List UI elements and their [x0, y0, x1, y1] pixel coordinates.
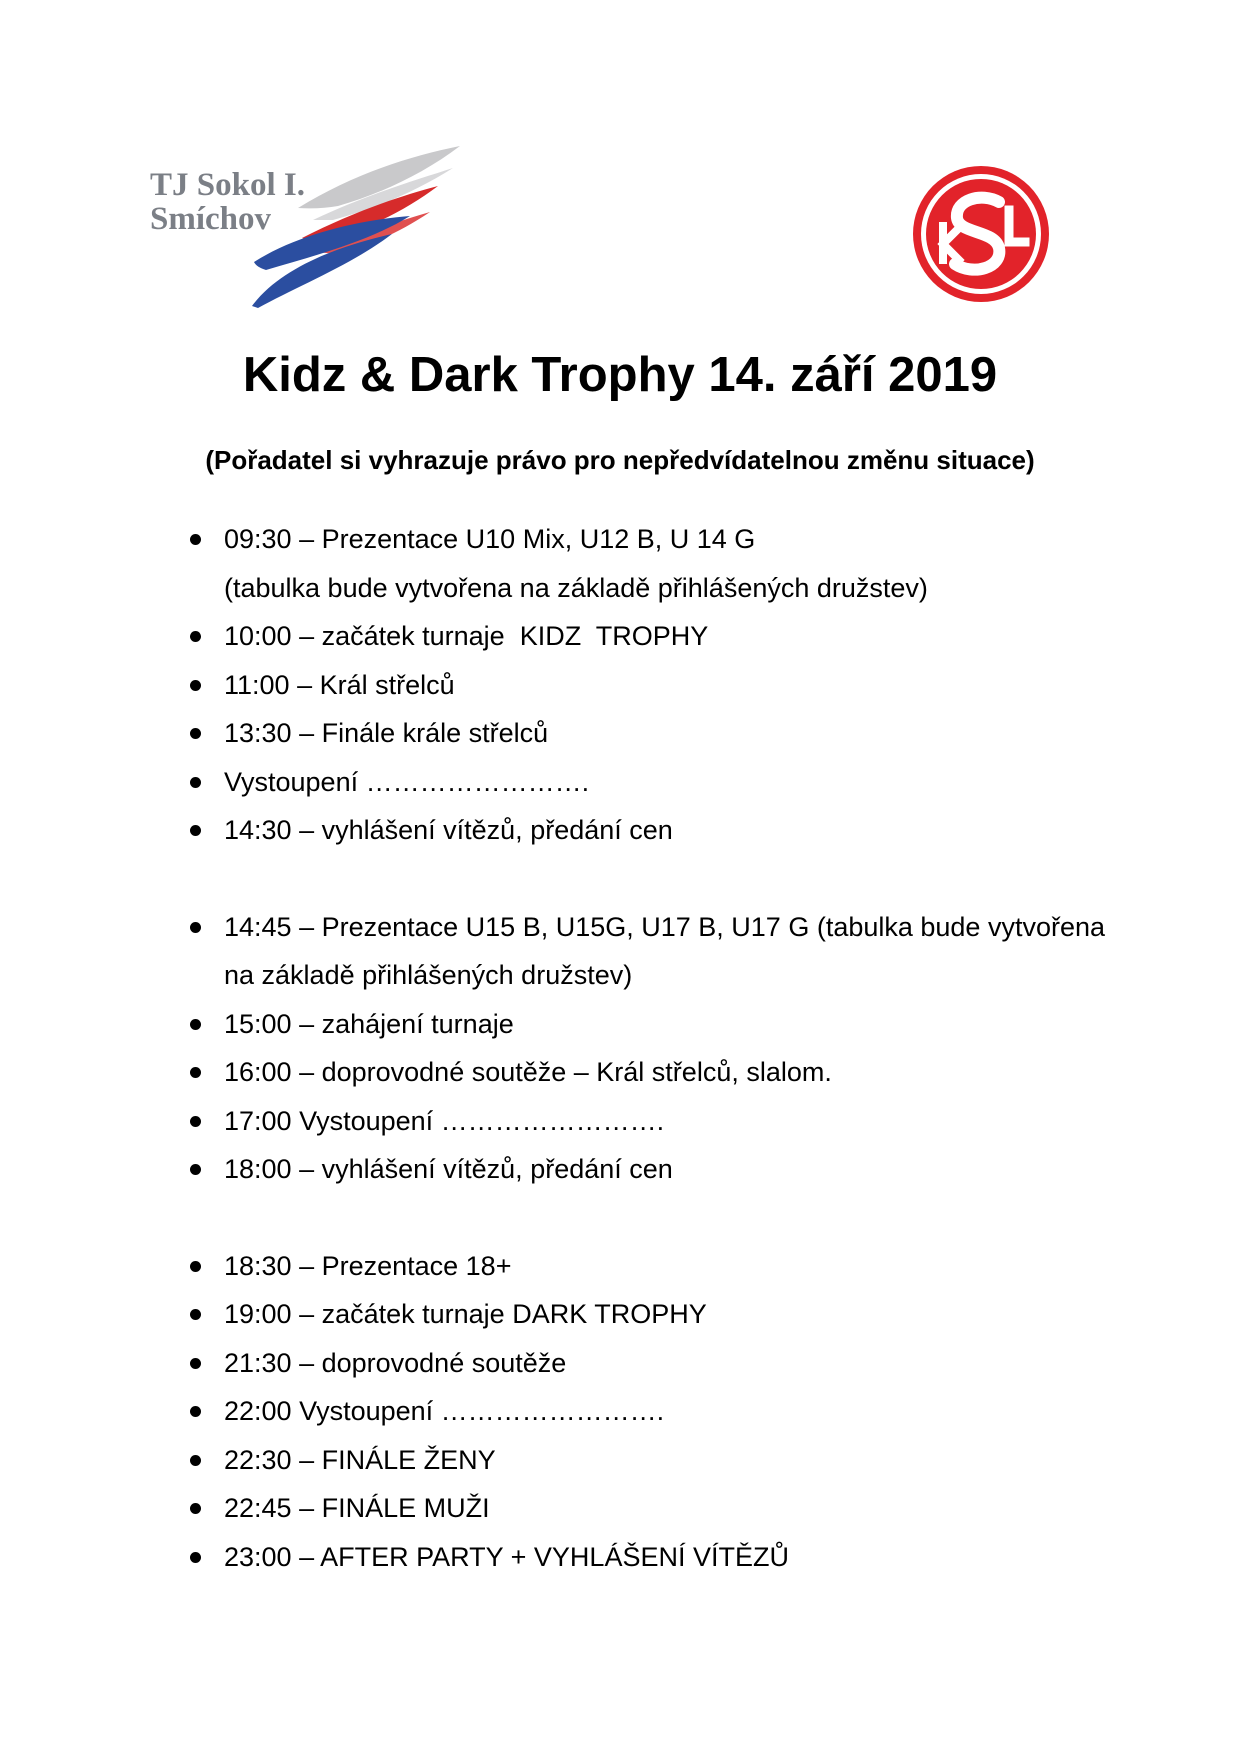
bullet-icon [188, 709, 224, 758]
list-item-text: 22:30 – FINÁLE ŽENY [224, 1444, 496, 1475]
list-item [188, 612, 1108, 661]
sokol-emblem-icon [911, 164, 1051, 304]
bullet-icon [188, 1000, 224, 1049]
list-item [188, 1048, 1108, 1097]
list-item [188, 1242, 1108, 1291]
tj-sokol-smichov-logo [148, 146, 468, 308]
bullet-icon [188, 1242, 224, 1291]
schedule-section-dark [188, 1242, 1108, 1582]
list-item-text: 22:45 – FINÁLE MUŽI [224, 1493, 490, 1523]
list-item [188, 661, 1108, 710]
list-item-text: 14:30 – vyhlášení vítězů, předání cen [224, 815, 673, 845]
bullet-icon [188, 1484, 224, 1533]
bullet-icon [188, 1048, 224, 1097]
bullet-icon [188, 806, 224, 855]
bullet-icon [188, 612, 224, 661]
schedule-section-kidz [188, 515, 1108, 855]
org-name-line1: TJ Sokol I. [150, 167, 305, 203]
list-item-text: 10:00 – začátek turnaje KIDZ TROPHY [224, 621, 709, 651]
bullet-icon [188, 1290, 224, 1339]
bullet-icon [188, 515, 224, 564]
bullet-icon [188, 1533, 224, 1582]
list-item-text: 15:00 – zahájení turnaje [224, 1008, 514, 1039]
list-item [188, 1339, 1108, 1388]
list-item [188, 1145, 1108, 1194]
bullet-icon [188, 1097, 224, 1146]
list-item-text: 17:00 Vystoupení ……………………. [224, 1105, 665, 1136]
list-item [188, 1436, 1108, 1485]
bullet-icon [188, 1436, 224, 1485]
list-item-text: 23:00 – AFTER PARTY + VYHLÁŠENÍ VÍTĚZŮ [224, 1541, 789, 1572]
page-subtitle: (Pořadatel si vyhrazuje právo pro nepředvídatelnou změnu situace) [205, 445, 1035, 475]
bullet-icon [188, 758, 224, 807]
bullet-icon [188, 1145, 224, 1194]
list-item-text: 18:30 – Prezentace 18+ [224, 1250, 512, 1281]
bullet-icon [188, 1339, 224, 1388]
list-item-text: 09:30 – Prezentace U10 Mix, U12 B, U 14 G (tabulka bude vytvořena na základě přihlášených družstev) [224, 524, 928, 603]
list-item [188, 1533, 1108, 1582]
list-item-text: 18:00 – vyhlášení vítězů, předání cen [224, 1154, 673, 1184]
list-item [188, 1000, 1108, 1049]
list-item [188, 709, 1108, 758]
list-item-text: Vystoupení ……………………. [224, 766, 590, 797]
list-item [188, 1387, 1108, 1436]
schedule-section-youth [188, 903, 1113, 1194]
list-item [188, 515, 1108, 612]
list-item-text: 22:00 Vystoupení ……………………. [224, 1396, 665, 1426]
page-title: Kidz & Dark Trophy 14. září 2019 [242, 348, 998, 402]
sokol-emblem-logo [911, 164, 1051, 304]
list-item-text: 19:00 – začátek turnaje DARK TROPHY [224, 1299, 707, 1329]
org-name-logo-text [150, 168, 305, 236]
bullet-icon [188, 1387, 224, 1436]
org-name-line2: Smíchov [150, 201, 272, 237]
list-item [188, 758, 1108, 807]
bullet-icon [188, 903, 224, 952]
list-item [188, 903, 1113, 1000]
list-item [188, 1484, 1108, 1533]
bullet-icon [188, 661, 224, 710]
list-item-text: 16:00 – doprovodné soutěže – Král střelců, slalom. [224, 1057, 832, 1087]
list-item-text: 13:30 – Finále krále střelců [224, 718, 549, 748]
schedule [188, 515, 1113, 1581]
list-item-text: 21:30 – doprovodné soutěže [224, 1347, 567, 1378]
list-item [188, 1097, 1108, 1146]
list-item-text: 11:00 – Král střelců [224, 669, 455, 700]
list-item-text: 14:45 – Prezentace U15 B, U15G, U17 B, U17 G (tabulka bude vytvořena na základě přihlášených družstev) [224, 911, 1113, 990]
list-item [188, 1290, 1108, 1339]
list-item [188, 806, 1108, 855]
